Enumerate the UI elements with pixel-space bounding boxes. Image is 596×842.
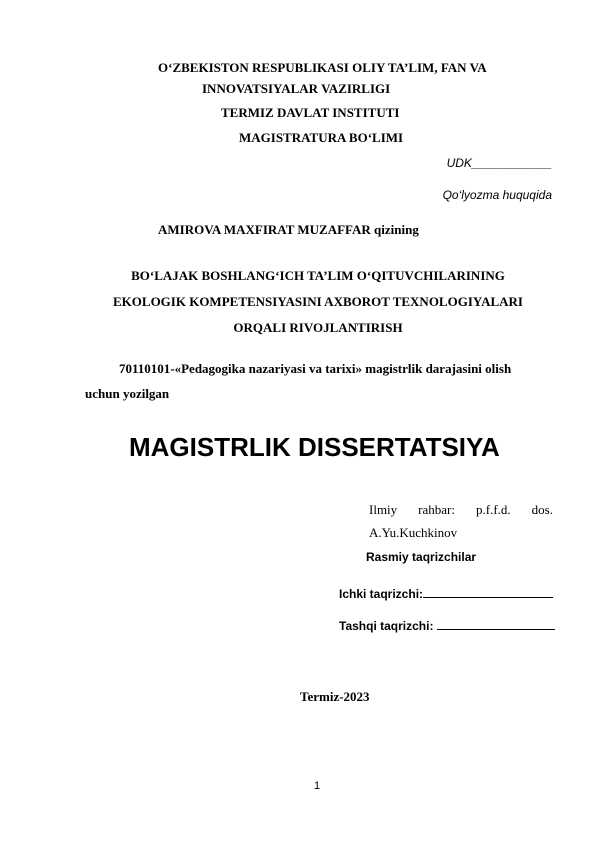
- document-type-heading: MAGISTRLIK DISSERTATSIYA: [129, 432, 500, 462]
- ministry-line-1: O‘ZBEKISTON RESPUBLIKASI OLIY TA’LIM, FAN VA: [158, 60, 487, 75]
- degree-line-1: 70110101-«Pedagogika nazariyasi va tarixi» magistrlik darajasini olish: [119, 361, 512, 376]
- supervisor-word-3: p.f.f.d.: [475, 502, 511, 517]
- degree-line-2: uchun yozilgan: [85, 386, 170, 401]
- reviewers-heading: Rasmiy taqrizchilar: [366, 550, 477, 564]
- supervisor-line: [369, 502, 553, 518]
- supervisor-word-2: rahbar:: [418, 502, 455, 517]
- author-name: AMIROVA MAXFIRAT MUZAFFAR qizining: [158, 222, 419, 237]
- udk-field: [447, 156, 552, 170]
- ministry-line-2: INNOVATSIYALAR VAZIRLIGI: [202, 81, 391, 96]
- internal-reviewer-field: [339, 585, 553, 601]
- department-name: MAGISTRATURA BO‘LIMI: [239, 130, 404, 145]
- udk-blank: ____________: [471, 156, 552, 170]
- supervisor-name: A.Yu.Kuchkinov: [369, 525, 458, 540]
- internal-reviewer-blank: [423, 585, 553, 598]
- external-reviewer-label: Tashqi taqrizchi:: [339, 619, 434, 633]
- place-year: Termiz-2023: [300, 689, 370, 704]
- thesis-title-line-3: ORQALI RIVOJLANTIRISH: [233, 320, 403, 335]
- thesis-title-line-2: EKOLOGIK KOMPETENSIYASINI AXBOROT TEXNOLOGIYALARI: [113, 294, 523, 309]
- external-reviewer-blank: [437, 617, 555, 630]
- supervisor-word-1: Ilmiy: [369, 502, 398, 517]
- page-number: 1: [314, 780, 321, 792]
- thesis-title-line-1: BO‘LAJAK BOSHLANG‘ICH TA’LIM O‘QITUVCHILARINING: [131, 268, 505, 283]
- external-reviewer-field: [339, 617, 555, 633]
- supervisor-word-4: dos.: [531, 502, 553, 517]
- institute-name: TERMIZ DAVLAT INSTITUTI: [221, 105, 400, 120]
- internal-reviewer-label: Ichki taqrizchi:: [339, 587, 424, 601]
- udk-label: UDK: [446, 156, 472, 170]
- manuscript-rights: Qo‘lyozma huquqida: [442, 188, 552, 202]
